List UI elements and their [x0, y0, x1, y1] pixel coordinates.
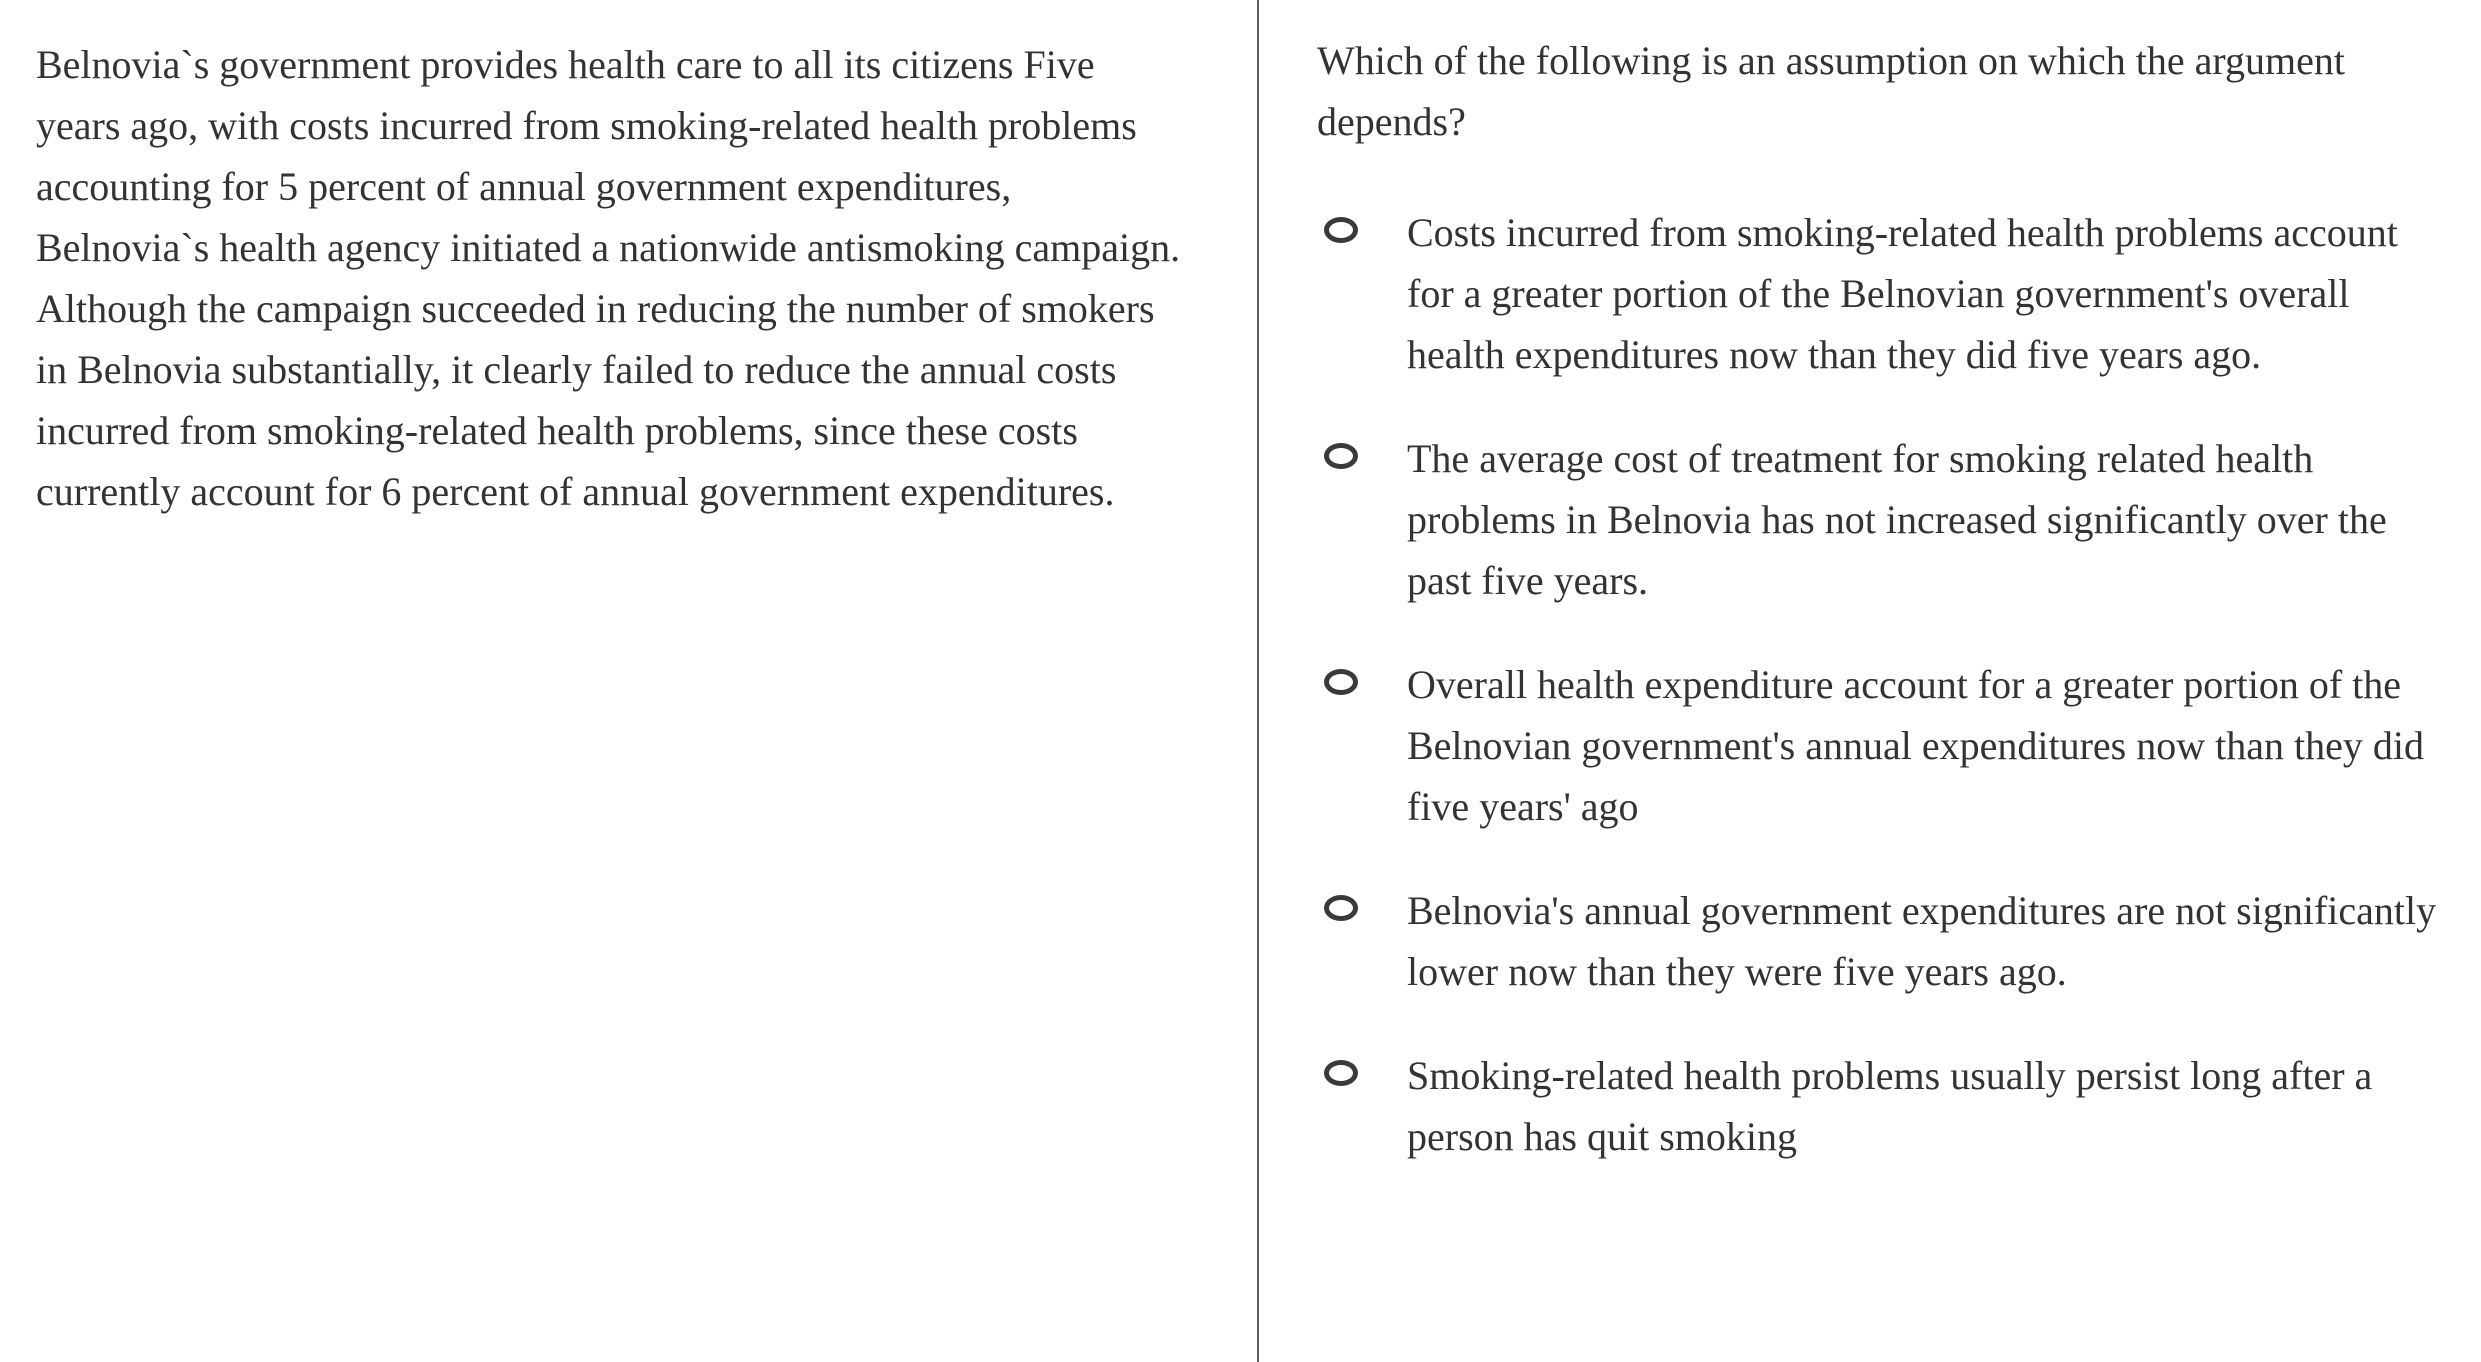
answer-option-label: Costs incurred from smoking-related health problems account for a greater portion of the Belnovian government's overall health expenditures now than they did five years ago. [1407, 210, 2398, 377]
answer-option-label: Smoking-related health problems usually persist long after a person has quit smoking [1407, 1053, 2373, 1159]
radio-button[interactable] [1324, 1060, 1358, 1086]
question-pane [1317, 30, 2437, 1210]
radio-button[interactable] [1324, 217, 1358, 243]
answer-options [1317, 202, 2437, 1167]
answer-option-label: Overall health expenditure account for a greater portion of the Belnovian government's annual expenditures now than they did five years' ago [1407, 662, 2424, 829]
answer-option[interactable] [1317, 202, 2437, 385]
question-prompt: Which of the following is an assumption on which the argument depends? [1317, 38, 2345, 144]
answer-option-label: The average cost of treatment for smoking related health problems in Belnovia has not increased significantly over the past five years. [1407, 436, 2387, 603]
radio-button[interactable] [1324, 669, 1358, 695]
answer-option[interactable] [1317, 880, 2437, 1002]
answer-option-label: Belnovia's annual government expenditures are not significantly lower now than they were five years ago. [1407, 888, 2437, 994]
passage-pane [36, 34, 1186, 522]
answer-option[interactable] [1317, 654, 2437, 837]
answer-option[interactable] [1317, 1045, 2437, 1167]
pane-divider[interactable] [1257, 0, 1259, 1362]
answer-option[interactable] [1317, 428, 2437, 611]
radio-button[interactable] [1324, 895, 1358, 921]
radio-button[interactable] [1324, 443, 1358, 469]
passage-text: Belnovia`s government provides health care to all its citizens Five years ago, with costs incurred from smoking-related health problems accounting for 5 percent of annual government expenditures, Belnovia`s health agency initiated a nationwide antismoking campaign. Although the campaign succeeded in reducing the number of smokers in Belnovia substantially, it clearly failed to reduce the annual costs incurred from smoking-related health problems, since these costs currently account for 6 percent of annual government expenditures. [36, 42, 1181, 514]
